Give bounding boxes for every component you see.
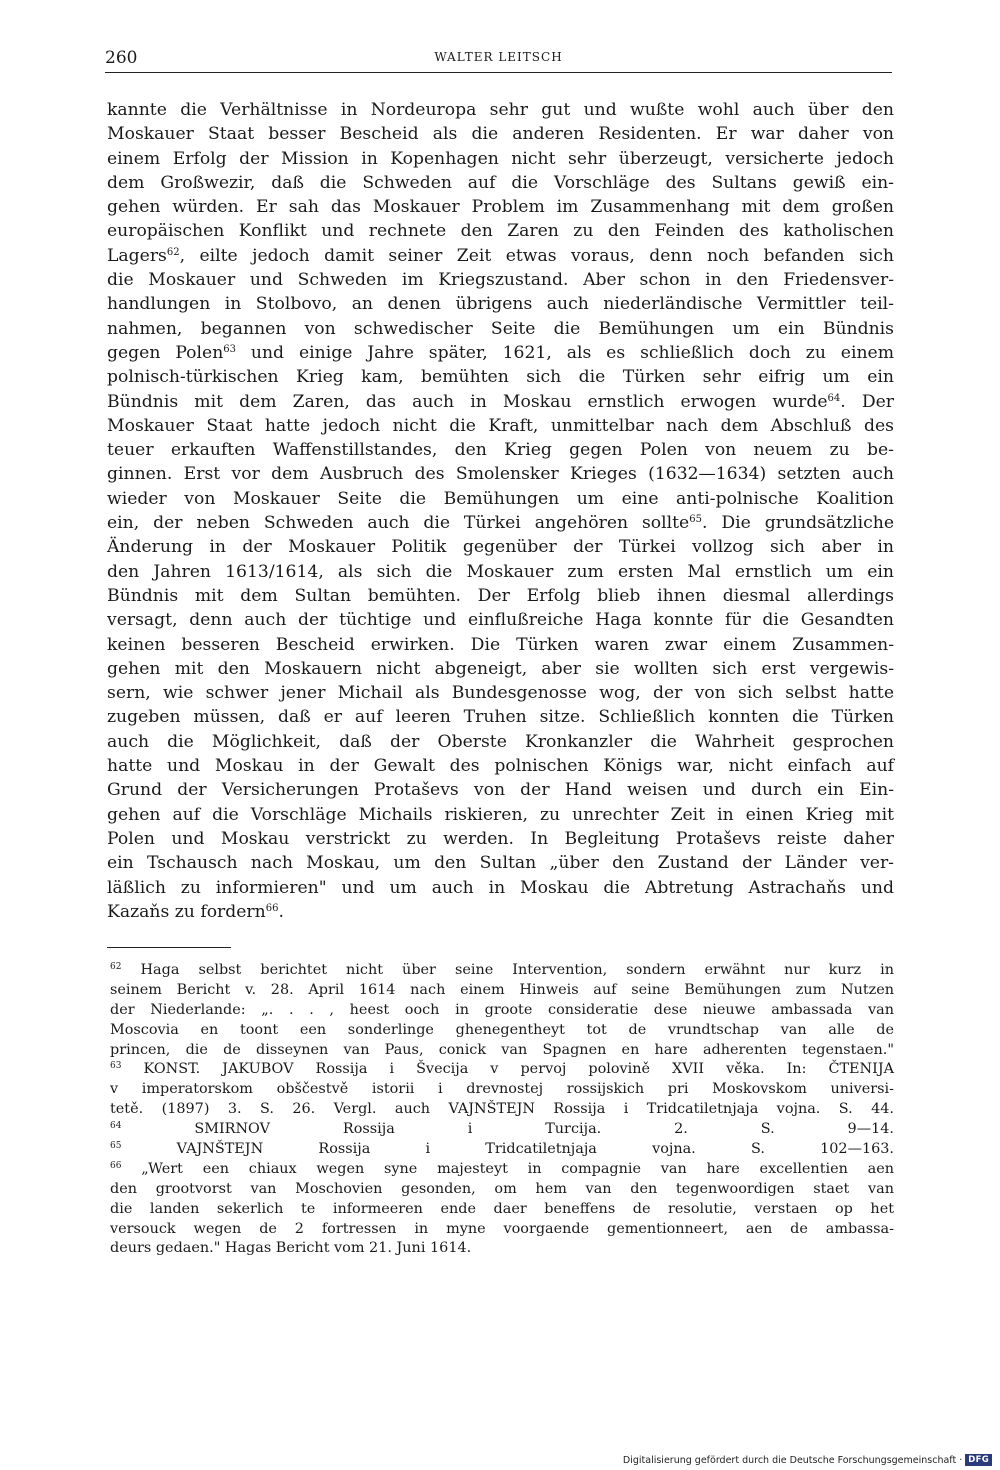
footnote-line (110, 1121, 894, 1141)
body-line (107, 829, 894, 853)
body-line (107, 878, 894, 902)
text-segment: der Niederlande: „. . . , heest ooch in groote consideratie dese nieuwe ambassada van (110, 1001, 894, 1018)
text-segment: v imperatorskom obščestvě istorii i drevnostej rossijskich pri Moskovskom universi- (110, 1081, 894, 1098)
text-segment: wieder von Moskauer Seite die Bemühungen um eine anti-polnische Koalition (107, 488, 894, 509)
body-line (107, 805, 894, 829)
text-segment: auch die Möglichkeit, daß der Oberste Kronkanzler die Wahrheit gesprochen (107, 731, 894, 752)
page-number: 260 (105, 48, 138, 68)
digitization-credit (623, 1453, 992, 1467)
footnotes (110, 962, 894, 1260)
text-segment: Lagers (107, 245, 167, 266)
text-segment: die Moskauer und Schweden im Kriegszustand. Aber schon in den Friedensver- (107, 270, 894, 291)
footnote-line (110, 1201, 894, 1221)
body-line (107, 392, 894, 416)
body-line (107, 513, 894, 537)
page-header (105, 46, 892, 73)
text-segment: SMIRNOV Rossija i Turcija. 2. S. 9—14. (121, 1121, 894, 1138)
text-segment: princen, die de disseynen van Paus, conick van Spagnen en hare adherenten tegenstaen." (110, 1041, 894, 1058)
text-segment: . Die grundsätzliche (701, 513, 894, 534)
text-segment: teuer erkauften Waffenstillstandes, den Krieg gegen Polen von neuem zu be- (107, 440, 894, 461)
body-line (107, 562, 894, 586)
body-line (107, 367, 894, 391)
footnote-line (110, 1161, 894, 1181)
text-segment: KONST. JAKUBOV Rossija i Švecija v pervoj polovině XVII věka. In: ČTENIJA (121, 1061, 894, 1078)
text-segment: versagt, denn auch der tüchtige und einflußreiche Haga konnte für die Gesandten (107, 610, 894, 631)
text-segment: zugeben müssen, daß er auf leeren Truhen sitze. Schließlich konnten die Türken (107, 707, 894, 728)
body-line (107, 294, 894, 318)
body-line (107, 610, 894, 634)
text-segment: seinem Bericht v. 28. April 1614 nach einem Hinweis auf seine Bemühungen zum Nutzen (110, 981, 894, 998)
body-line (107, 586, 894, 610)
running-head: WALTER LEITSCH (434, 50, 563, 64)
text-segment: gehen auf die Vorschläge Michails riskieren, zu unrechter Zeit in einen Krieg mit (107, 804, 894, 825)
text-segment: europäischen Konflikt und rechnete den Zaren zu den Feinden des katholischen (107, 221, 894, 242)
dfg-logo: DFG (965, 1454, 992, 1466)
text-segment: Grund der Versicherungen Protaševs von der Hand weisen und durch ein Ein- (107, 780, 894, 801)
credit-text: Digitalisierung gefördert durch die Deutsche Forschungsgemeinschaft · (622, 1454, 963, 1466)
text-segment: Haga selbst berichtet nicht über seine Intervention, sondern erwähnt nur kurz in (121, 962, 894, 978)
footnote-marker: 65 (110, 1141, 122, 1152)
footnote-marker: 65 (689, 514, 702, 526)
text-segment: „Wert een chiaux wegen syne majesteyt in compagnie van hare excellentien aen (121, 1160, 894, 1177)
body-line (107, 902, 894, 926)
body-line (107, 780, 894, 804)
text-segment: ginnen. Erst vor dem Ausbruch des Smolensker Krieges (1632—1634) setzten auch (107, 464, 894, 485)
text-segment: den Jahren 1613/1614, als sich die Moskauer zum ersten Mal ernstlich um ein (107, 561, 894, 582)
footnote-marker: 63 (110, 1061, 122, 1072)
footnote-marker: 62 (110, 962, 122, 972)
body-line (107, 270, 894, 294)
footnote-line (110, 1002, 894, 1022)
text-segment: einem Erfolg der Mission in Kopenhagen nicht sehr überzeugt, versicherte jedoch (107, 148, 894, 169)
text-segment: Kazaňs zu fordern (107, 901, 266, 922)
body-line (107, 659, 894, 683)
body-line (107, 100, 894, 124)
text-segment: versouck wegen de 2 fortressen in myne voorgaende gementionneert, aen de ambassa- (110, 1220, 894, 1237)
text-segment: keinen besseren Bescheid erwirken. Die Türken waren zwar einem Zusammen- (107, 634, 894, 655)
footnote-line (110, 1240, 894, 1260)
footnote-line (110, 1081, 894, 1101)
body-line (107, 707, 894, 731)
text-segment: Bündnis mit dem Sultan bemühten. Der Erfolg blieb ihnen diesmal allerdings (107, 585, 894, 606)
text-segment: Polen und Moskau verstrickt zu werden. In Begleitung Protaševs reiste daher (107, 828, 894, 849)
footnote-line (110, 962, 894, 982)
body-line (107, 416, 894, 440)
text-segment: . Der (840, 391, 894, 412)
text-segment: polnisch-türkischen Krieg kam, bemühten sich die Türken sehr eifrig um ein (107, 367, 894, 388)
text-segment: deurs gedaen." Hagas Bericht vom 21. Juni 1614. (110, 1240, 472, 1257)
text-segment: dem Großwezir, daß die Schweden auf die Vorschläge des Sultans gewiß ein- (107, 172, 894, 193)
text-segment: . (278, 901, 284, 922)
body-line (107, 489, 894, 513)
body-line (107, 683, 894, 707)
body-line (107, 173, 894, 197)
text-segment: und einige Jahre später, 1621, als es schließlich doch zu einem (236, 342, 894, 363)
body-line (107, 124, 894, 148)
body-text (107, 100, 894, 926)
body-line (107, 440, 894, 464)
footnote-line (110, 1181, 894, 1201)
text-segment: Moskauer Staat hatte jedoch nicht die Kraft, unmittelbar nach dem Abschluß des (107, 415, 894, 436)
text-segment: Änderung in der Moskauer Politik gegenüber der Türkei vollzog sich aber in (107, 537, 894, 558)
body-line (107, 635, 894, 659)
footnote-marker: 64 (827, 392, 841, 404)
text-segment: , eilte jedoch damit seiner Zeit etwas voraus, denn noch befanden sich (179, 245, 894, 266)
body-line (107, 246, 894, 270)
text-segment: ein Tschausch nach Moskau, um den Sultan „über den Zustand der Länder ver- (107, 853, 894, 874)
text-segment: gehen würden. Er sah das Moskauer Problem im Zusammenhang mit dem großen (107, 197, 894, 218)
footnote-line (110, 1042, 894, 1062)
body-line (107, 197, 894, 221)
text-segment: gegen Polen (107, 342, 224, 363)
body-line (107, 319, 894, 343)
footnote-marker: 63 (223, 343, 237, 355)
footnote-line (110, 1061, 894, 1081)
body-line (107, 221, 894, 245)
footnote-line (110, 1141, 894, 1161)
body-line (107, 756, 894, 780)
footnote-rule (107, 947, 231, 948)
footnote-marker: 66 (110, 1160, 122, 1171)
text-segment: hatte und Moskau in der Gewalt des polnischen Königs war, nicht einfach auf (107, 756, 894, 777)
text-segment: Bündnis mit dem Zaren, das auch in Moskau ernstlich erwogen wurde (107, 391, 828, 412)
text-segment: ein, der neben Schweden auch die Türkei angehören sollte (107, 513, 690, 534)
footnote-marker: 64 (110, 1121, 122, 1132)
body-line (107, 343, 894, 367)
text-segment: Moscovia en toont een sonderlinge ghenegentheyt tot de vrundtschap van alle de (110, 1021, 894, 1038)
body-line (107, 464, 894, 488)
text-segment: die landen sekerlich te informeeren ende daer beneffens de resolutie, verstaen op het (110, 1200, 894, 1217)
footnote-line (110, 1022, 894, 1042)
text-segment: gehen mit den Moskauern nicht abgeneigt, aber sie wollten sich erst vergewis- (107, 658, 894, 679)
body-line (107, 149, 894, 173)
text-segment: läßlich zu informieren" und um auch in Moskau die Abtretung Astrachaňs und (107, 877, 894, 898)
body-line (107, 853, 894, 877)
text-segment: handlungen in Stolbovo, an denen übrigens auch niederländische Vermittler teil- (107, 294, 894, 315)
body-line (107, 537, 894, 561)
footnote-marker: 66 (265, 902, 279, 914)
text-segment: VAJNŠTEJN Rossija i Tridcatiletnjaja vojna. S. 102—163. (121, 1141, 894, 1158)
text-segment: den grootvorst van Moschovien gesonden, om hem van den tegenwoordigen staet van (110, 1180, 894, 1197)
text-segment: nahmen, begannen von schwedischer Seite die Bemühungen um ein Bündnis (107, 318, 894, 339)
footnote-line (110, 1221, 894, 1241)
text-segment: Moskauer Staat besser Bescheid als die anderen Residenten. Er war daher von (107, 124, 894, 145)
body-line (107, 732, 894, 756)
text-segment: sern, wie schwer jener Michail als Bundesgenosse wog, der von sich selbst hatte (107, 683, 894, 704)
footnote-line (110, 982, 894, 1002)
text-segment: kannte die Verhältnisse in Nordeuropa sehr gut und wußte wohl auch über den (107, 100, 894, 120)
footnote-line (110, 1101, 894, 1121)
text-segment: tetě. (1897) 3. S. 26. Vergl. auch VAJNŠTEJN Rossija i Tridcatiletnjaja vojna. S. 44. (110, 1101, 894, 1118)
footnote-marker: 62 (166, 246, 180, 258)
